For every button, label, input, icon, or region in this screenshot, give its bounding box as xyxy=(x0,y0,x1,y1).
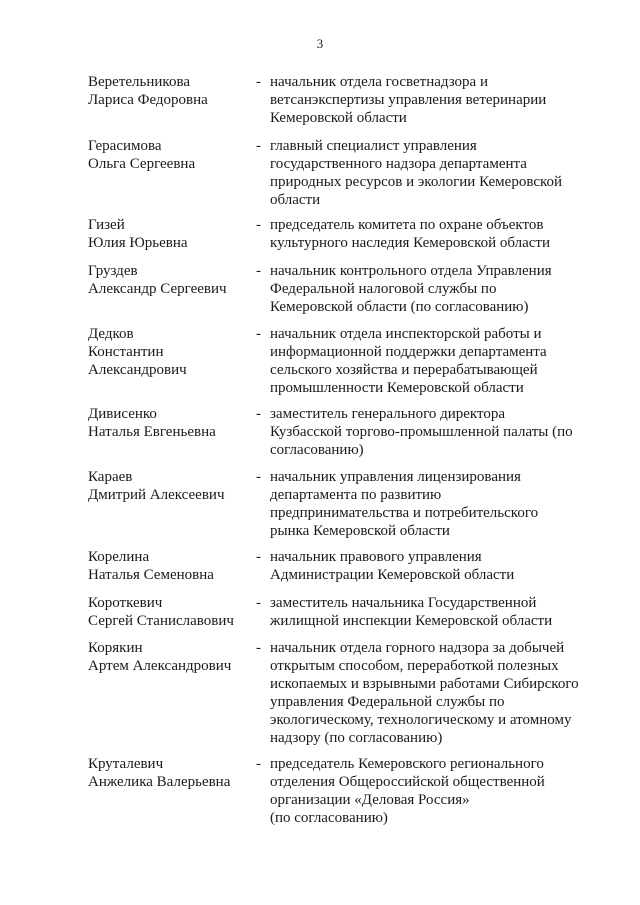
person-name xyxy=(88,325,256,397)
surname: Корелина xyxy=(88,549,150,565)
person-name xyxy=(88,468,256,540)
list-item xyxy=(88,468,588,540)
job-position: председатель Кемеровского регионального отделения Общероссийской общественной организации «Деловая Россия» (по согласованию) xyxy=(270,756,545,826)
list-item xyxy=(88,755,588,827)
given-names: Лариса Федоровна xyxy=(88,92,208,108)
dash-separator: - xyxy=(256,326,261,342)
list-item xyxy=(88,216,588,252)
given-names: Константин xyxy=(88,344,164,360)
list-item xyxy=(88,325,588,397)
job-position: заместитель начальника Государственной жилищной инспекции Кемеровской области xyxy=(270,595,553,629)
given-names: Наталья Семеновна xyxy=(88,567,214,583)
dash-separator: - xyxy=(256,549,261,565)
job-position: начальник управления лицензирования департамента по развитию предпринимательства и потребительского рынка Кемеровской области xyxy=(270,469,539,539)
surname: Дедков xyxy=(88,326,134,342)
job-position: начальник отдела инспекторской работы и информационной поддержки департамента сельского хозяйства и перерабатывающей промышленности Кемеровской области xyxy=(270,326,547,396)
person-name xyxy=(88,594,256,630)
surname: Круталевич xyxy=(88,756,164,772)
given-names: Александр Сергеевич xyxy=(88,281,227,297)
list-item xyxy=(88,262,588,316)
job-position: начальник контрольного отдела Управления Федеральной налоговой службы по Кемеровской области (по согласованию) xyxy=(270,263,552,315)
surname: Караев xyxy=(88,469,133,485)
job-position: председатель комитета по охране объектов культурного наследия Кемеровской области xyxy=(270,217,551,251)
given-names: Дмитрий Алексеевич xyxy=(88,487,225,503)
list-item xyxy=(88,73,588,127)
surname: Герасимова xyxy=(88,138,162,154)
dash-separator: - xyxy=(256,406,261,422)
person-name xyxy=(88,262,256,316)
surname: Дивисенко xyxy=(88,406,157,422)
dash-separator: - xyxy=(256,74,261,90)
person-name xyxy=(88,216,256,252)
person-name xyxy=(88,73,256,127)
list-item xyxy=(88,137,588,209)
list-item xyxy=(88,548,588,584)
job-position: заместитель генерального директора Кузбасской торгово-промышленной палаты (по согласованию) xyxy=(270,406,573,458)
surname: Груздев xyxy=(88,263,138,279)
surname: Корякин xyxy=(88,640,143,656)
given-names: Ольга Сергеевна xyxy=(88,156,196,172)
person-name xyxy=(88,548,256,584)
person-name xyxy=(88,137,256,209)
dash-separator: - xyxy=(256,263,261,279)
surname: Короткевич xyxy=(88,595,163,611)
job-position: начальник отдела горного надзора за добычей открытым способом, переработкой полезных ископаемых и взрывными работами Сибирского управления Федеральной службы по экологическому, технологическому и атомному надзору (по согласованию) xyxy=(270,640,579,746)
surname: Веретельникова xyxy=(88,74,190,90)
given-names: Анжелика Валерьевна xyxy=(88,774,231,790)
job-position: начальник отдела госветнадзора и ветсанэкспертизы управления ветеринарии Кемеровской области xyxy=(270,74,547,126)
dash-separator: - xyxy=(256,640,261,656)
job-position: начальник правового управления Администрации Кемеровской области xyxy=(270,549,515,583)
dash-separator: - xyxy=(256,138,261,154)
surname: Гизей xyxy=(88,217,125,233)
person-name xyxy=(88,639,256,747)
dash-separator: - xyxy=(256,217,261,233)
dash-separator: - xyxy=(256,756,261,772)
given-names: Сергей Станиславович xyxy=(88,613,234,629)
list-item xyxy=(88,405,588,459)
person-name xyxy=(88,405,256,459)
given-names: Артем Александрович xyxy=(88,658,232,674)
list-item xyxy=(88,639,588,747)
given-names: Юлия Юрьевна xyxy=(88,235,188,251)
job-position: главный специалист управления государственного надзора департамента природных ресурсов и экологии Кемеровской области xyxy=(270,138,563,208)
dash-separator: - xyxy=(256,469,261,485)
person-name xyxy=(88,755,256,827)
page-number: 3 xyxy=(316,36,324,51)
dash-separator: - xyxy=(256,595,261,611)
given-names: Наталья Евгеньевна xyxy=(88,424,216,440)
list-item xyxy=(88,594,588,630)
patronymic: Александрович xyxy=(88,362,187,378)
